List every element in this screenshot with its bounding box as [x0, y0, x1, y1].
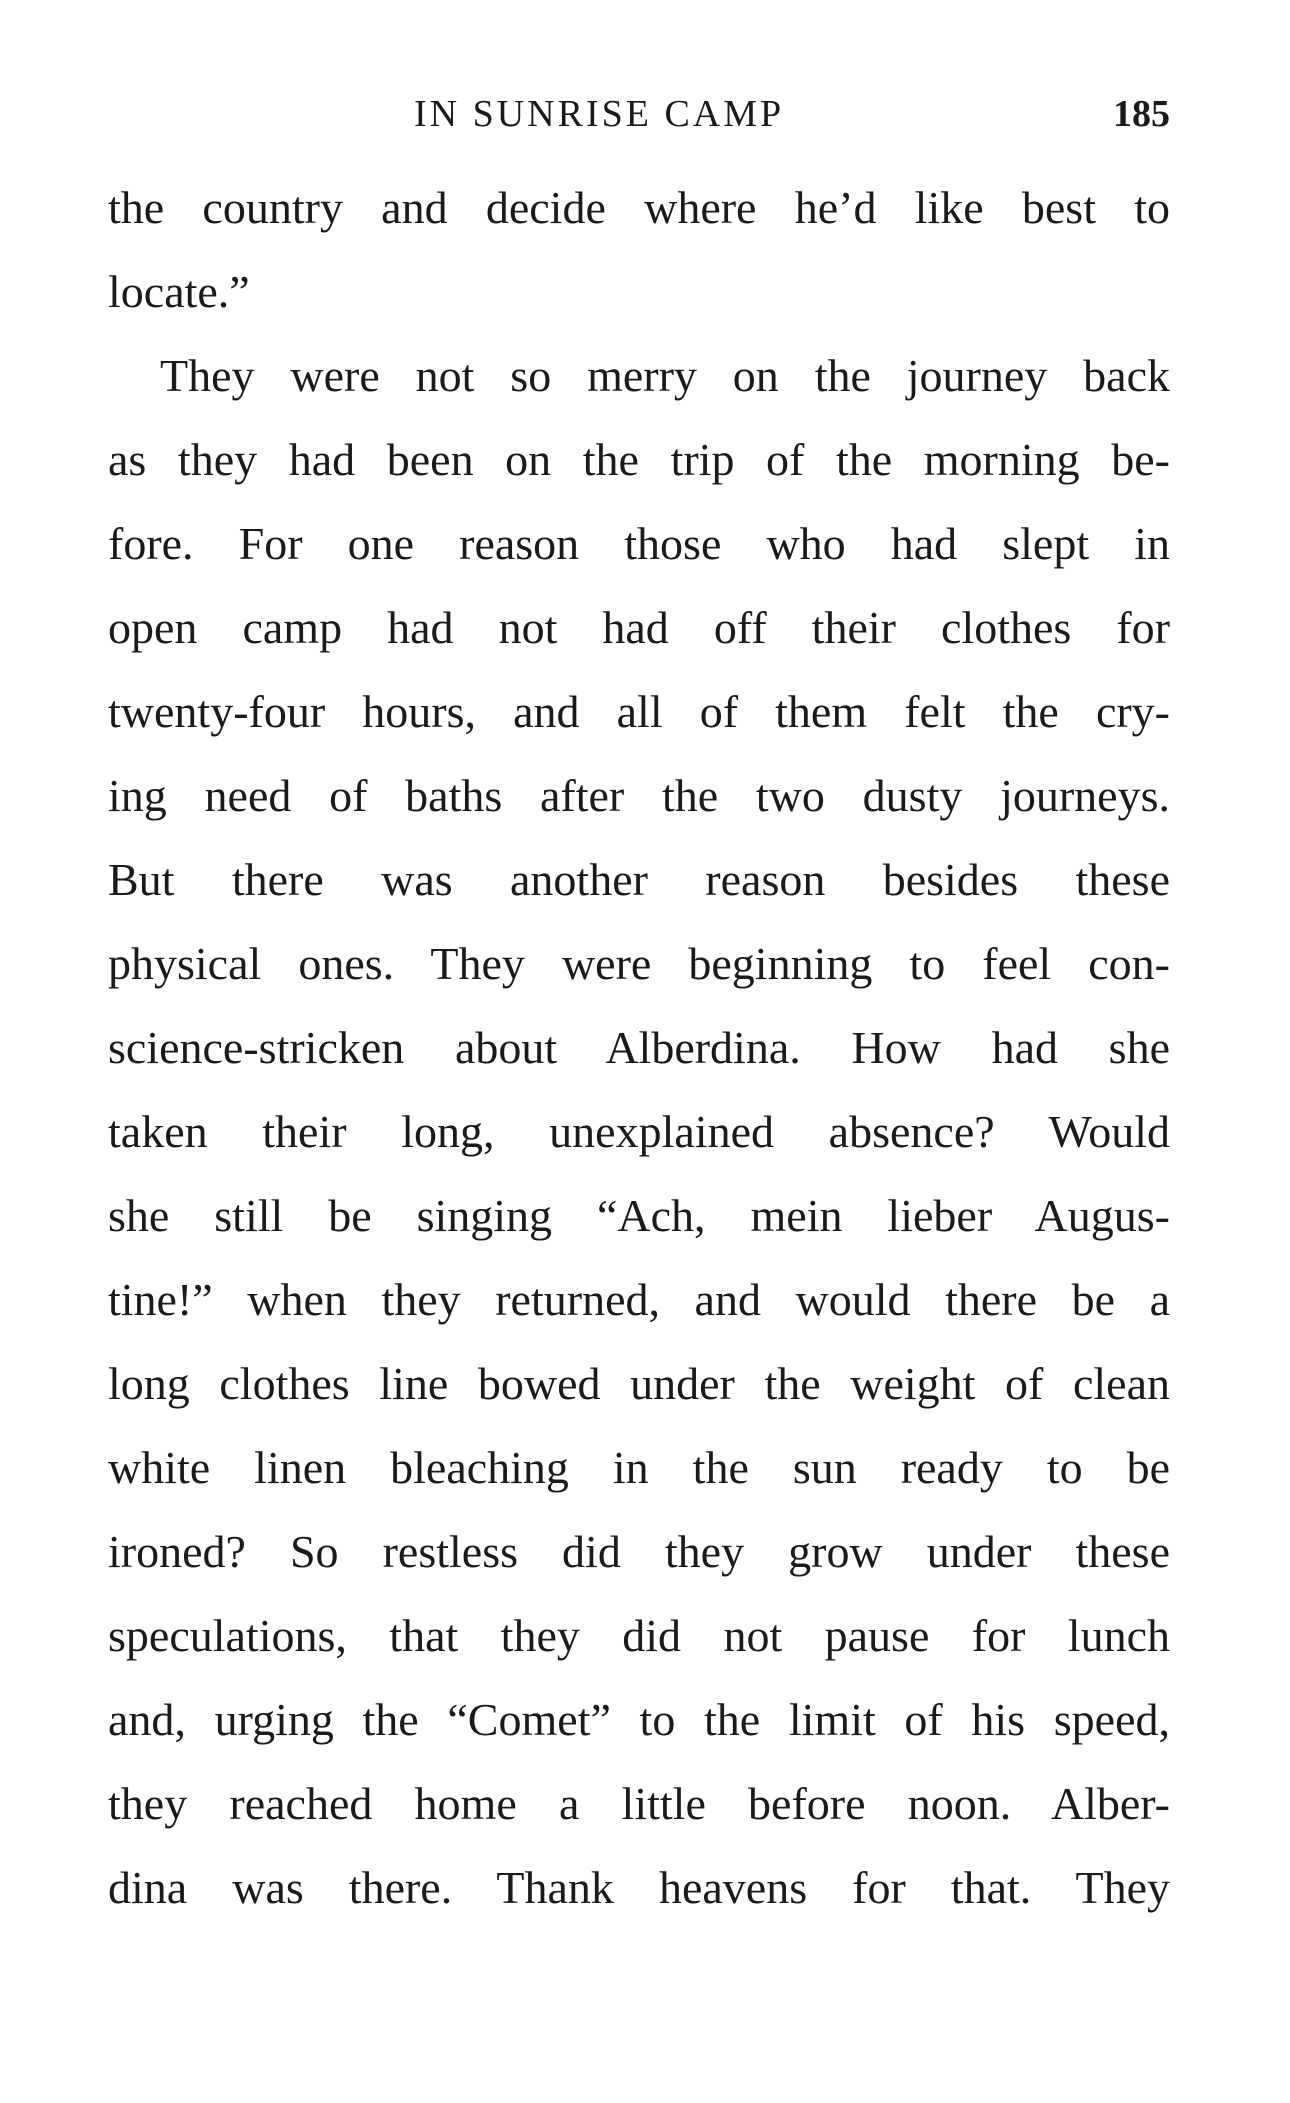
text-line: twenty-four hours, and all of them felt the cry-	[108, 686, 1170, 737]
text-line: ironed? So restless did they grow under these	[108, 1526, 1170, 1577]
body-text	[108, 166, 1170, 1930]
text-line: science-stricken about Alberdina. How had she	[108, 1022, 1170, 1073]
text-line: dina was there. Thank heavens for that. They	[108, 1862, 1170, 1913]
text-line: and, urging the “Comet” to the limit of his speed,	[108, 1694, 1170, 1745]
text-line: she still be singing “Ach, mein lieber Augus-	[108, 1190, 1170, 1241]
text-line: But there was another reason besides these	[108, 854, 1170, 905]
page-header	[108, 84, 1170, 144]
text-line: taken their long, unexplained absence? Would	[108, 1106, 1170, 1157]
text-line: the country and decide where he’d like best to	[108, 182, 1170, 233]
text-line: They were not so merry on the journey back	[160, 350, 1170, 401]
text-line: physical ones. They were beginning to feel con-	[108, 938, 1170, 989]
text-line: as they had been on the trip of the morning be-	[108, 434, 1170, 485]
text-line: tine!” when they returned, and would there be a	[108, 1274, 1170, 1325]
text-line: they reached home a little before noon. Alber-	[108, 1778, 1170, 1829]
page-number: 185	[1113, 93, 1170, 135]
text-line: fore. For one reason those who had slept in	[108, 518, 1170, 569]
running-head: IN SUNRISE CAMP	[414, 93, 785, 135]
text-line: speculations, that they did not pause for lunch	[108, 1610, 1170, 1661]
text-line: locate.”	[108, 266, 250, 317]
text-line: open camp had not had off their clothes for	[108, 602, 1170, 653]
text-line: ing need of baths after the two dusty journeys.	[108, 770, 1170, 821]
text-line: long clothes line bowed under the weight of clean	[108, 1358, 1170, 1409]
text-line: white linen bleaching in the sun ready to be	[108, 1442, 1170, 1493]
